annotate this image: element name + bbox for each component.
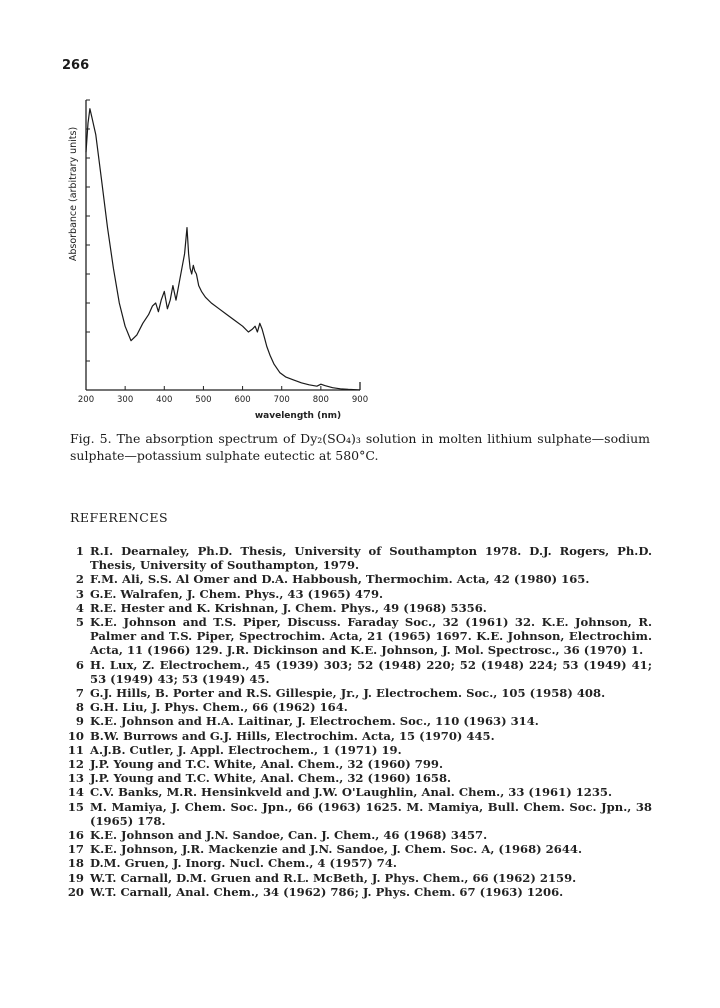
reference-text: C.V. Banks, M.R. Hensinkveld and J.W. O'Laughlin, Anal. Chem., 33 (1961) 1235. [90,785,613,800]
reference-text: G.J. Hills, B. Porter and R.S. Gillespie, Jr., J. Electrochem. Soc., 105 (1958) 408. [90,686,606,701]
reference-text: R.E. Hester and K. Krishnan, J. Chem. Phys., 49 (1968) 5356. [90,600,487,615]
reference-number: 13 [67,771,84,786]
reference-item [62,871,652,885]
reference-number: 5 [75,615,84,630]
spectrum-line-0 [86,109,360,390]
page-number: 266 [62,58,90,73]
reference-text: F.M. Ali, S.S. Al Omer and D.A. Habboush, Thermochim. Acta, 42 (1980) 165. [90,572,590,587]
reference-text: K.E. Johnson and T.S. Piper, Discuss. Faraday Soc., 32 (1961) 32. K.E. Johnson, R. Palmer and T.S. Piper, Spectrochim. Acta, 21 (1965) 1697. K.E. Johnson, Electrochim. Acta, 11 (1966) 129. J.R. Dickinson and K.E. Johnson, J. Mol. Spectrosc., 36 (1970) 1. [90,615,652,658]
reference-text: M. Mamiya, J. Chem. Soc. Jpn., 66 (1963) 1625. M. Mamiya, Bull. Chem. Soc. Jpn., 38 (1965) 178. [90,799,652,828]
reference-number: 6 [75,657,84,672]
reference-text: G.E. Walrafen, J. Chem. Phys., 43 (1965) 479. [90,586,384,601]
reference-text: W.T. Carnall, D.M. Gruen and R.L. McBeth, J. Phys. Chem., 66 (1962) 2159. [90,870,577,885]
reference-number: 9 [75,714,84,729]
figure-label: Fig. 5. [70,431,112,446]
reference-number: 3 [75,586,84,601]
reference-item [62,700,652,714]
reference-number: 2 [75,572,84,587]
reference-item [62,743,652,757]
x-tick-label: 700 [273,395,290,405]
reference-text: H. Lux, Z. Electrochem., 45 (1939) 303; 52 (1948) 220; 52 (1948) 224; 53 (1949) 41; 53 (1949) 43; 53 (1949) 45. [90,657,652,686]
x-tick-label: 800 [312,395,329,405]
reference-text: J.P. Young and T.C. White, Anal. Chem., 32 (1960) 1658. [90,771,452,786]
reference-item [62,544,652,572]
reference-number: 18 [67,856,84,871]
x-tick-label: 200 [77,395,95,405]
x-tick-label: 600 [234,395,251,405]
reference-number: 12 [67,757,84,772]
reference-number: 8 [75,700,84,715]
reference-text: B.W. Burrows and G.J. Hills, Electrochim. Acta, 15 (1970) 445. [90,728,495,743]
absorption-spectrum-chart [62,92,372,424]
reference-item [62,785,652,799]
reference-text: J.P. Young and T.C. White, Anal. Chem., 32 (1960) 799. [90,757,444,772]
reference-number: 19 [67,870,84,885]
reference-item [62,615,652,658]
reference-text: K.E. Johnson and J.N. Sandoe, Can. J. Chem., 46 (1968) 3457. [90,828,488,843]
reference-number: 15 [67,799,84,814]
figure-caption-text: The absorption spectrum of Dy₂(SO₄)₃ solution in molten lithium sulphate—sodium sulphate—potassium sulphate eutectic at 580°C. [70,431,651,463]
x-tick-label: 400 [156,395,173,405]
reference-item [62,714,652,728]
reference-item [62,800,652,828]
reference-text: G.H. Liu, J. Phys. Chem., 66 (1962) 164. [90,700,348,715]
reference-item [62,572,652,586]
reference-number: 1 [75,544,84,558]
reference-item [62,828,652,842]
reference-number: 20 [67,884,84,899]
reference-text: A.J.B. Cutler, J. Appl. Electrochem., 1 (1971) 19. [90,742,402,757]
spectrum-series [86,109,360,390]
reference-number: 14 [67,785,84,800]
references-heading: REFERENCES [70,510,169,525]
reference-number: 11 [67,742,84,757]
reference-list [62,544,652,899]
reference-item [62,842,652,856]
x-tick-label: 900 [351,395,369,405]
reference-text: K.E. Johnson, J.R. Mackenzie and J.N. Sandoe, J. Chem. Soc. A, (1968) 2644. [90,842,582,857]
reference-item [62,757,652,771]
absorption-spectrum-figure [62,92,372,424]
reference-text: R.I. Dearnaley, Ph.D. Thesis, University of Southampton 1978. D.J. Rogers, Ph.D. Thesis, University of Southampton, 1979. [90,544,652,573]
reference-item [62,587,652,601]
y-axis-label: Absorbance (arbitrary units) [68,126,79,262]
reference-number: 7 [75,686,84,701]
reference-item [62,658,652,686]
reference-number: 4 [75,600,84,615]
figure-caption [70,430,650,464]
x-axis-ticks [78,386,368,405]
reference-text: D.M. Gruen, J. Inorg. Nucl. Chem., 4 (1957) 74. [90,856,397,871]
reference-item [62,729,652,743]
reference-number: 16 [67,828,84,843]
reference-item [62,601,652,615]
reference-number: 10 [67,728,84,743]
reference-item [62,856,652,870]
plot-frame [86,100,360,390]
reference-text: K.E. Johnson and H.A. Laitinar, J. Electrochem. Soc., 110 (1963) 314. [90,714,539,729]
x-axis-label: wavelength (nm) [254,411,342,421]
x-tick-label: 500 [195,395,212,405]
reference-text: W.T. Carnall, Anal. Chem., 34 (1962) 786; J. Phys. Chem. 67 (1963) 1206. [90,884,564,899]
reference-number: 17 [67,842,84,857]
reference-item [62,686,652,700]
x-tick-label: 300 [117,395,134,405]
reference-item [62,885,652,899]
reference-item [62,771,652,785]
